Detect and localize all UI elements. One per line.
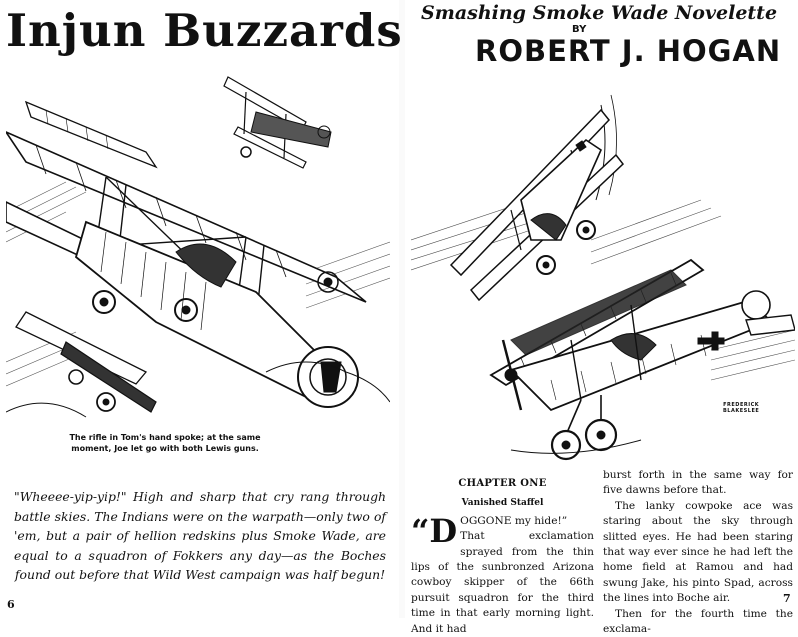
column-2-paragraph-3: Then for the fourth time the exclama-	[603, 607, 793, 636]
author-name: ROBERT J. HOGAN	[475, 34, 782, 68]
column-2-paragraph-2: The lanky cowpoke ace was staring about the sky through slitted eyes. He had been staring that way ever since he had left the home field at Ramou and had swung Jake, his pinto Spad, across the lines into Boche air.	[603, 499, 793, 605]
biplane-dogfight-illustration-icon	[6, 72, 390, 448]
opening-paragraph	[411, 511, 594, 637]
left-page	[0, 0, 403, 618]
artist-line-2: BLAKESLEE	[723, 408, 760, 414]
caption-line-2: moment, Joe let go with both Lewis guns.	[71, 444, 259, 453]
text-column-1	[411, 468, 594, 637]
page-number-left: 6	[7, 598, 15, 611]
artist-line-1: FREDERICK	[723, 402, 760, 408]
artist-signature	[723, 402, 759, 414]
chapter-heading: CHAPTER ONE	[458, 478, 547, 489]
drop-cap: “D	[411, 511, 458, 550]
story-blurb: "Wheeee-yip-yip!" High and sharp that cry rang through battle skies. The Indians were on the warpath—only two of 'em, but a pair of hellion redskins plus Smoke Wade, are equal to a squadron of Fokkers any day—as the Boches found out before that Wild West campaign was half begun!	[14, 489, 386, 582]
column-1-body: That exclamation sprayed from the thin lips of the sunbronzed Arizona cowboy skipper of the 66th pursuit squadron for the third time in that early morning light. And it had	[411, 530, 594, 635]
page-number-right: 7	[783, 592, 791, 605]
illustration-caption	[60, 432, 270, 454]
story-title: Injun Buzzards	[6, 4, 403, 57]
series-kicker: Smashing Smoke Wade Novelette	[421, 2, 778, 24]
right-page	[405, 0, 798, 636]
chapter-title: Vanished Staffel	[461, 498, 544, 509]
byline-by: BY	[572, 24, 587, 35]
opening-exclamation: OGGONE my hide!”	[460, 514, 568, 527]
column-2-paragraph-1: burst forth in the same way for five dawns before that.	[603, 469, 793, 497]
caption-line-1: The rifle in Tom's hand spoke; at the same	[69, 433, 261, 442]
text-column-2	[603, 468, 793, 637]
